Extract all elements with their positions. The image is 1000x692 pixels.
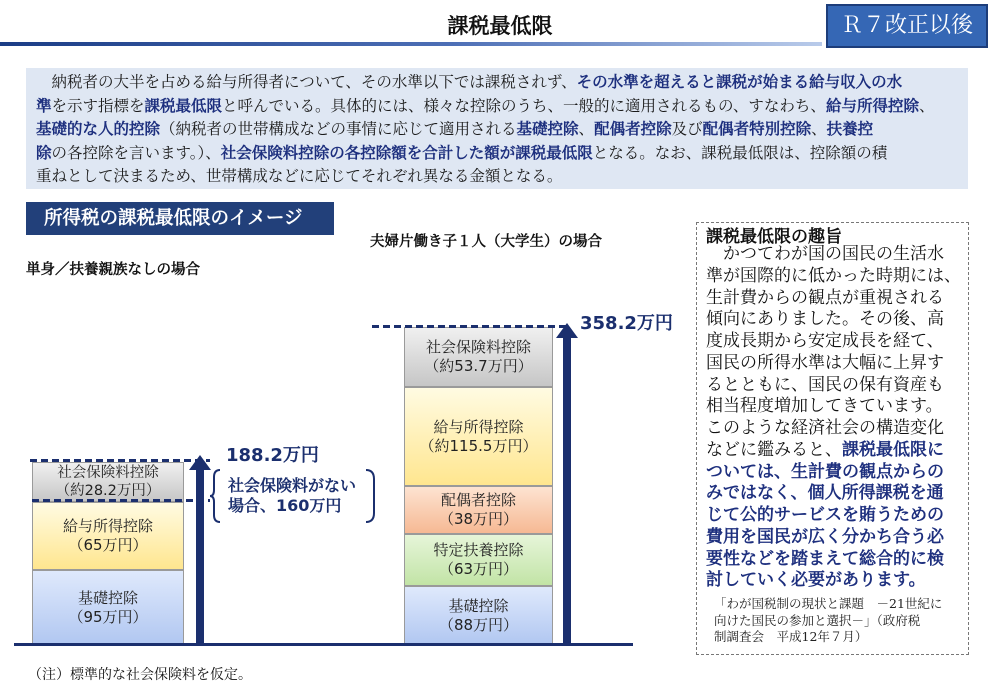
segment-amount: （88万円） [438,615,519,634]
body-text: このような経済社会の構造変化 [706,418,944,438]
segment-amount: （65万円） [68,536,148,554]
segment-label: 社会保険料控除 [57,465,159,481]
emphasized-text: 配偶者特別控除 [702,120,812,138]
purpose-body-line [706,483,964,505]
segment-label: 給与所得控除 [62,517,153,535]
purpose-body-line [706,505,964,527]
emphasized-text: 課税最低限に [842,439,944,460]
segment-label: 給与所得控除 [433,417,524,436]
segment-amount: （約115.5万円） [419,436,538,455]
body-text: かつてわが国の国民の生活水 [706,244,944,264]
purpose-body-line [706,244,964,266]
purpose-body-line [706,462,964,484]
body-text: 納税者の大半を占める給与所得者について、その水準以下では課税されず、 [36,73,577,91]
segment-label: 基礎控除 [77,588,138,607]
emphasized-text: 基礎的な人的控除 [36,120,161,138]
purpose-body-line [706,375,964,397]
segment-amount: （約28.2万円） [55,483,161,499]
emphasized-text: 討していく必要があります。 [706,570,926,591]
emphasized-text: 扶養控 [826,120,874,138]
body-text: 、 [918,96,935,115]
page-title: 課税最低限 [447,14,553,38]
couple-arrow-up-icon [556,323,578,338]
emphasized-text: 課税最低限 [144,96,223,115]
couple-social-insurance-segment [404,327,553,387]
couple-specified-dependent-segment [404,534,553,586]
segment-label: 基礎控除 [448,596,509,615]
single-arrow-up-icon [189,455,211,470]
body-text: 国民の所得水準は大幅に上昇す [706,352,944,373]
body-text: 及び [671,120,703,138]
source-line: 制調査会 平成12年７月） [714,629,868,644]
body-text: 、 [811,120,827,138]
intro-paragraph-line [36,165,958,189]
section-title: 所得税の課税最低限のイメージ [26,202,334,235]
couple-total-dashed-line [372,325,568,328]
intro-paragraph-line [36,71,958,95]
emphasized-text: じて公的サービスを賄うための [706,505,944,525]
purpose-body-line [706,527,964,549]
no-social-insurance-line: 社会保険料がない [228,476,357,495]
couple-arrow-shaft [563,336,571,645]
single-total-dashed-line [30,459,210,462]
single-social-insurance-segment [32,462,184,502]
segment-label: 配偶者控除 [440,491,516,509]
emphasized-text: 費用を国民が広く分かち合う必 [706,526,944,547]
purpose-title: 課税最低限の趣旨 [706,227,842,247]
emphasized-text: みではなく、個人所得課税を通 [706,483,944,504]
single-arrow-shaft [196,468,204,645]
body-text: 傾向にありました。その後、高 [706,309,944,330]
source-line: 向けた国民の参加と選択－」（政府税 [714,612,921,628]
emphasized-text: 要性などを踏まえて総合的に検 [706,548,944,569]
body-text: （納税者の世帯構成などの事情に応じて適用される [160,120,517,138]
purpose-body [706,244,964,592]
body-text: と呼んでいる。具体的には、様々な控除のうち、一般的に適用されるもの、すなわち、 [222,96,826,115]
couple-basic-deduction-segment [404,586,553,645]
single-no-social-dashed-line [32,499,210,502]
emphasized-text: 除 [36,143,52,162]
purpose-body-line [706,549,964,571]
emphasized-text: ついては、生計費の観点からの [706,461,944,482]
purpose-body-line [706,266,964,288]
emphasized-text: 配偶者控除 [594,120,672,138]
body-text: の各控除を言います。）、 [51,143,221,162]
couple-spouse-deduction-segment [404,486,553,534]
segment-amount: （63万円） [438,560,519,578]
body-text: 相当程度増加してきています。 [706,396,943,417]
segment-amount: （約53.7万円） [424,357,533,375]
no-social-insurance-line: 場合、160万円 [228,496,342,515]
segment-label: 特定扶養控除 [433,541,524,559]
couple-employment-income-segment [404,387,553,486]
intro-paragraph-line [36,118,958,142]
single-basic-deduction-segment [32,570,184,645]
body-text: 度成長期から安定成長を経て、 [706,331,944,351]
single-case-label: 単身／扶養親族なしの場合 [26,262,200,278]
intro-paragraph-line [36,95,958,119]
single-employment-income-segment [32,502,184,570]
emphasized-text: 準 [36,96,52,115]
footnote: （注）標準的な社会保険料を仮定。 [28,667,252,683]
body-text: 、 [578,120,595,138]
purpose-body-line [706,570,964,592]
couple-case-label: 夫婦片働き子１人（大学生）の場合 [370,234,602,250]
emphasized-text: 基礎控除 [516,120,579,138]
emphasized-text: その水準を超えると課税が始まる給与収入の水 [576,73,903,91]
source-line: 「わが国税制の現状と課題 －21世紀に [714,596,943,611]
purpose-body-line [706,309,964,331]
couple-total-label: 358.2万円 [580,313,673,334]
segment-amount: （38万円） [438,510,519,528]
segment-label: 社会保険料控除 [425,338,531,356]
body-text: を示す指標を [51,96,145,115]
body-text: などに鑑みると、 [706,439,842,460]
single-total-label: 188.2万円 [226,445,319,466]
left-brace-icon [209,469,221,523]
purpose-body-line [706,418,964,440]
body-text: 生計費からの観点が重視される [706,287,944,308]
body-text: 重ねとして決まるため、世帯構成などに応じてそれぞれ異なる金額となる。 [36,167,563,185]
header-rule [0,42,822,46]
chart-baseline [14,643,633,646]
purpose-body-line [706,288,964,310]
purpose-body-line [706,396,964,418]
segment-amount: （95万円） [68,607,148,626]
purpose-body-line [706,353,964,375]
emphasized-text: 社会保険料控除の各控除額を合計した額が課税最低限 [220,143,593,162]
body-text: るとともに、国民の保有資産も [706,374,944,395]
purpose-source [714,596,964,646]
intro-paragraph-line [36,142,958,166]
body-text: となる。なお、課税最低限は、控除額の積 [592,143,888,162]
emphasized-text: 給与所得控除 [825,96,919,115]
body-text: 準が国際的に低かった時期には、 [706,265,961,286]
revision-badge: Ｒ７改正以後 [826,4,988,48]
purpose-body-line [706,331,964,353]
purpose-body-line [706,440,964,462]
intro-paragraph [26,68,968,189]
no-social-insurance-note [228,476,368,516]
